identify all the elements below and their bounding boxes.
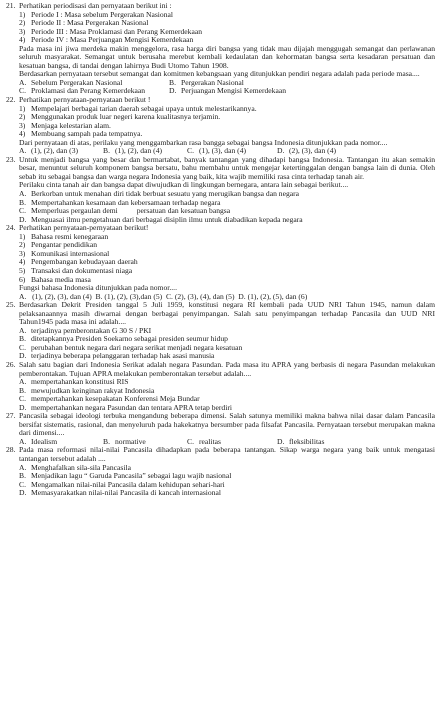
item-text: Bahasa media masa [31,274,91,284]
question-25 [6,301,435,361]
question-26 [6,361,435,412]
item-number: 3) [19,26,26,36]
question-stem: Pada masa reformasi nilai-nilai Pancasila dihadapkan pada beberapa tantangan. Sikap warga negara yang baik untuk mengatasi tantangan tersebut adalah .... [19,445,435,463]
option-text: (1), (2), dan (3) [31,146,79,156]
option-letter: D. [19,214,27,224]
option-text: Memperluas pergaulan demi persatuan dan kesatuan bangsa [31,206,231,216]
option-text: Idealism [31,436,58,446]
question-number: 23. [6,154,16,164]
option-text: Menghafalkan sila-sila Pancasila [31,462,131,472]
question-number: 22. [6,95,16,105]
question-paragraph: Fungsi bahasa Indonesia ditunjukkan pada nomor.... [19,283,177,293]
item-text: Mempelajari berbagai tarian daerah sebagai upaya untuk melestarikannya. [31,103,257,113]
option-text: mempertahankan negara Pasundan dan tentara APRA tetap berdiri [31,402,232,412]
item-text: Bahasa resmi kenegaraan [31,231,109,241]
option-text: (1), (2), dan (4) [115,146,163,156]
statement-list [6,233,435,284]
item-number: 4) [19,35,26,45]
option-letter: B. [103,436,110,446]
option-text: terjadinya beberapa pelanggaran terhadap hak asasi manusia [31,351,215,361]
option-text: Perjuangan Mengisi Kemerdekaan [181,86,287,96]
option-letter: C. [19,342,26,352]
option-letter: C. [19,479,26,489]
question-stem: Salah satu bagian dari Indonesia Serikat adalah negara Pasundan. Pada masa itu APRA yang berbasis di negara Pasundan melakukan pemberontakan. Tujuan APRA melakukan pemberontakan tersebut adalah.... [19,359,435,378]
question-paragraph: Pada masa ini jiwa merdeka makin menggelora, rasa harga diri bangsa yang tidak mau dijajah menggugah semangat dan perlawanan seluruh masyarakat. Semangat untuk berusaha merebut kembali kedaulatan dan kehormatan bangsa serta kesadaran persatuan dan kesatuan bangsa, di tandai dengan lahirnya Budi Utomo Tahun 1908. [19,43,435,70]
item-number: 1) [19,103,26,113]
option-letter: C. [19,394,26,404]
question-28 [6,446,435,497]
option-text: mewujudkan keinginan rakyat Indonesia [31,385,155,395]
option-letter: A. [19,325,27,335]
item-number: 2) [19,18,26,28]
question-stem: Perhatikan pernyataan-pernyataan berikut! [19,223,149,233]
option-letter: D. [169,86,177,96]
option-text: (2), (3), dan (4) [289,146,337,156]
option-letter: A. [19,77,27,87]
item-number: 6) [19,274,26,284]
answer-options-line[interactable]: A. (1), (2), (3), dan (4) B. (1), (2), (3),dan (5) C. (2), (3), (4), dan (5) D. (1), (2), (5), dan (6) [19,291,308,301]
question-stem: Berdasarkan Dekrit Presiden tanggal 5 Juli 1959, konstitusi negara RI kembali pada UUD NRI Tahun 1945, namun dalam pelaksanaannya masih diwarnai dengan berbagai penyimpangan. Salah satu penyimpangan terhadap Pancasila dan UUD NRI Tahun1945 pada masa ini adalah.... [19,300,435,327]
option-letter: C. [187,146,194,156]
question-23 [6,156,435,224]
option-letter: D. [277,146,285,156]
question-paragraph: Berdasarkan pernyataan tersebut semangat dan komitmen kebangsaan yang ditunjukkan pendiri negara adalah pada periode masa.... [19,69,420,79]
option-letter: B. [19,385,26,395]
option-letter: C. [187,436,194,446]
option-text: mempertahankan kesepakatan Konferensi Meja Bundar [31,394,200,404]
question-number: 27. [6,411,16,421]
option-text: (1), (3), dan (4) [199,146,247,156]
item-text: Menjaga kelestarian alam. [31,120,111,130]
option-letter: B. [19,334,26,344]
option-text: normative [115,436,146,446]
option-letter: A. [19,436,27,446]
question-22 [6,96,435,156]
option-letter: A. [19,146,27,156]
question-number: 25. [6,300,16,310]
option-text: Berkorban untuk menahan diri tidak berbuat sesuatu yang merugikan bangsa dan negara [31,189,300,199]
statement-list [6,105,435,139]
question-21 [6,2,435,96]
item-number: 1) [19,231,26,241]
option-text: Proklamasi dan Perang Kemerdekaan [31,86,146,96]
question-paragraph: Perilaku cinta tanah air dan bangsa dapat diwujudkan di lingkungan bernegara, antara lain sebagai berikut.... [19,180,349,190]
item-text: Komunikasi internasional [31,248,110,258]
item-number: 3) [19,120,26,130]
option-text: perubahan bentuk negara dari negara serikat menjadi negara kesatuan [31,342,243,352]
option-text: Pergerakan Nasional [181,77,244,87]
option-letter: A. [19,189,27,199]
option-letter: A. [19,377,27,387]
item-number: 2) [19,112,26,122]
option-text: Menjadikan lagu “ Garuda Pancasila” sebagai lagu wajib nasional [31,471,232,481]
option-letter: D. [19,402,27,412]
question-number: 24. [6,223,16,233]
answer-option-d[interactable] [169,87,435,96]
item-number: 1) [19,9,26,19]
question-27 [6,412,435,446]
item-number: 3) [19,248,26,258]
answer-options [6,79,435,96]
item-number: 4) [19,257,26,267]
option-letter: B. [19,471,26,481]
question-stem: Perhatikan periodisasi dan pernyataan berikut ini : [19,1,172,10]
question-number: 28. [6,445,16,455]
item-text: Periode I : Masa sebelum Pergerakan Nasional [31,9,173,19]
option-letter: A. [19,462,27,472]
option-text: Memasyarakatkan nilai-nilai Pancasila di kancah internasional [31,488,221,498]
question-24 [6,224,435,301]
item-number: 2) [19,240,26,250]
question-number: 26. [6,359,16,369]
option-text: Mempertahankan kesamaan dan kebersamaan terhadap negara [31,197,221,207]
option-text: Menguasai ilmu pengetahuan dari berbagai disiplin ilmu untuk diabadikan kepada negara [31,214,303,224]
question-paragraph: Dari pernyataan di atas, perilaku yang menggambarkan rasa bangga sebagai bangsa Indonesia ditunjukkan pada nomor.... [19,137,388,147]
item-text: Pengembangan kebudayaan daerah [31,257,138,267]
option-letter: B. [169,77,176,87]
question-stem: Pancasila sebagai ideologi terbuka mengandung beberapa dimensi. Salah satunya memiliki makna bahwa nilai dasar dalam Pancasila bersifat sistematis, rasional, dan menyeluruh pada hakekatnya bersumber pada filsafat Pancasila. Pernyataan tersebut merupakan makna dari dimensi.... [19,411,435,438]
question-number: 21. [6,1,16,10]
question-stem: Untuk menjadi bangsa yang besar dan bermartabat, banyak tantangan yang dihadapi bangsa Indonesia. Tantangan itu akan semakin besar, menuntut seluruh komponem bangsa bersatu, bahu membahu untuk mengejar ketertinggalan dengan bangsa lain di dunia. Oleh sebab itu sebagai bangsa dan warga negara Indonesia yang baik, kita wajib memiliki rasa cinta terhadap tanah air. [19,154,435,181]
option-text: mempertahankan konstitusi RIS [31,377,129,387]
option-text: terjadinya pemberontakan G 30 S / PKI [31,325,152,335]
option-letter: B. [103,146,110,156]
option-text: Sebelum Pergerakan Nasional [31,77,123,87]
option-letter: D. [19,351,27,361]
option-text: realitas [199,436,221,446]
item-text: Periode II : Masa Pergerakan Nasional [31,18,149,28]
item-text: Periode III : Masa Proklamasi dan Perang Kemerdekaan [31,26,203,36]
option-letter: B. [19,197,26,207]
item-text: Transaksi dan dokumentasi niaga [31,265,133,275]
option-letter: C. [19,86,26,96]
option-text: Mengamalkan nilai-nilai Pancasila dalam kehidupan sehari-hari [31,479,225,489]
option-letter: C. [19,206,26,216]
option-text: fleksibilitas [289,436,325,446]
item-number: 4) [19,129,26,139]
item-text: Pengantar pendidikan [31,240,98,250]
item-text: Periode IV : Masa Perjuangan Mengisi Kemerdekaan [31,35,194,45]
answer-option-d[interactable] [6,489,435,498]
item-text: Membuang sampah pada tempatnya. [31,129,143,139]
item-text: Menggunakan produk luar negeri karena kualitasnya terjamin. [31,112,221,122]
question-stem: Perhatikan pernyataan-pernyataan berikut ! [19,95,151,105]
option-letter: D. [277,436,285,446]
statement-list [6,11,435,45]
option-text: ditetapkannya Presiden Soekarno sebagai presiden seumur hidup [31,334,228,344]
option-letter: D. [19,488,27,498]
item-number: 5) [19,265,26,275]
